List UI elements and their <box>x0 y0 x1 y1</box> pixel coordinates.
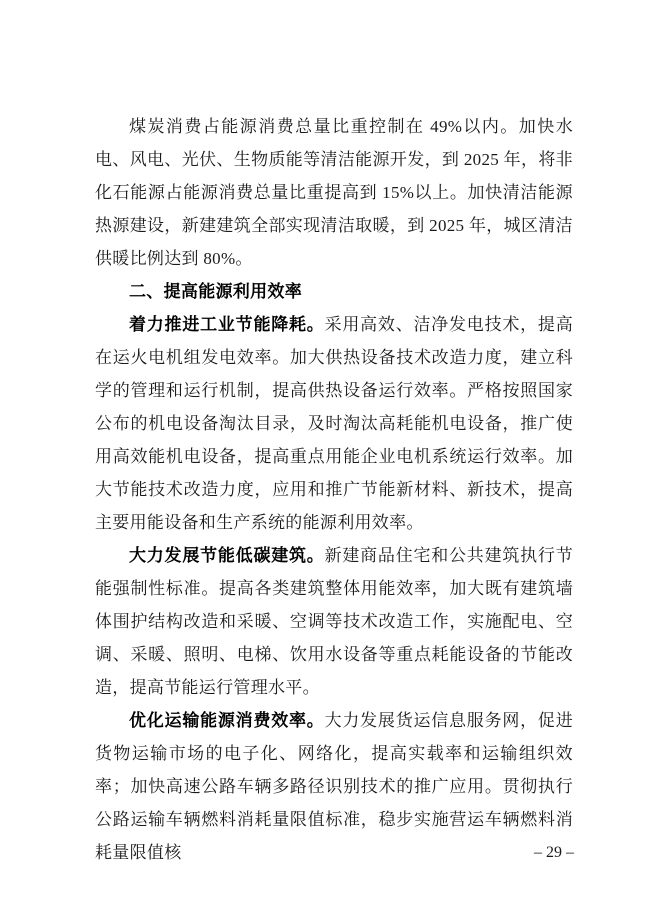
paragraph-lead-industrial: 着力推进工业节能降耗。 <box>129 315 325 334</box>
page-number: – 29 – <box>534 844 574 861</box>
paragraph-text-building: 新建商品住宅和公共建筑执行节能强制性标准。提高各类建筑整体用能效率，加大既有建筑墙体围护结构改造和采暖、空调等技术改造工作，实施配电、空调、采暖、照明、电梯、饮用水设备等重点耗能设备的节能改造，提高节能运行管理水平。 <box>95 546 573 697</box>
paragraph-industrial-energy-saving <box>95 308 573 539</box>
document-body <box>95 110 573 869</box>
paragraph-text-industrial: 采用高效、洁净发电技术，提高在运火电机组发电效率。加大供热设备技术改造力度，建立科学的管理和运行机制，提高供热设备运行效率。严格按照国家公布的机电设备淘汰目录，及时淘汰高耗能机电设备，推广使用高效能机电设备，提高重点用能企业电机系统运行效率。加大节能技术改造力度，应用和推广节能新材料、新技术，提高主要用能设备和生产系统的能源利用效率。 <box>95 315 573 532</box>
paragraph-text-transport: 大力发展货运信息服务网，促进货物运输市场的电子化、网络化，提高实载率和运输组织效率；加快高速公路车辆多路径识别技术的推广应用。贯彻执行公路运输车辆燃料消耗量限值标准，稳步实施营运车辆燃料消耗量限值核 <box>95 711 573 862</box>
paragraph-coal-consumption: 煤炭消费占能源消费总量比重控制在 49%以内。加快水电、风电、光伏、生物质能等清洁能源开发，到 2025 年，将非化石能源占能源消费总量比重提高到 15%以上。加快清洁能源热源建设，新建建筑全部实现清洁取暖，到 2025 年，城区清洁供暖比例达到 80%。 <box>95 117 573 268</box>
paragraph-lead-building: 大力发展节能低碳建筑。 <box>129 546 325 565</box>
paragraph-lead-transport: 优化运输能源消费效率。 <box>129 711 325 730</box>
paragraph-transport-efficiency <box>95 704 573 869</box>
paragraph-low-carbon-building <box>95 539 573 704</box>
section-heading: 二、提高能源利用效率 <box>129 282 302 301</box>
